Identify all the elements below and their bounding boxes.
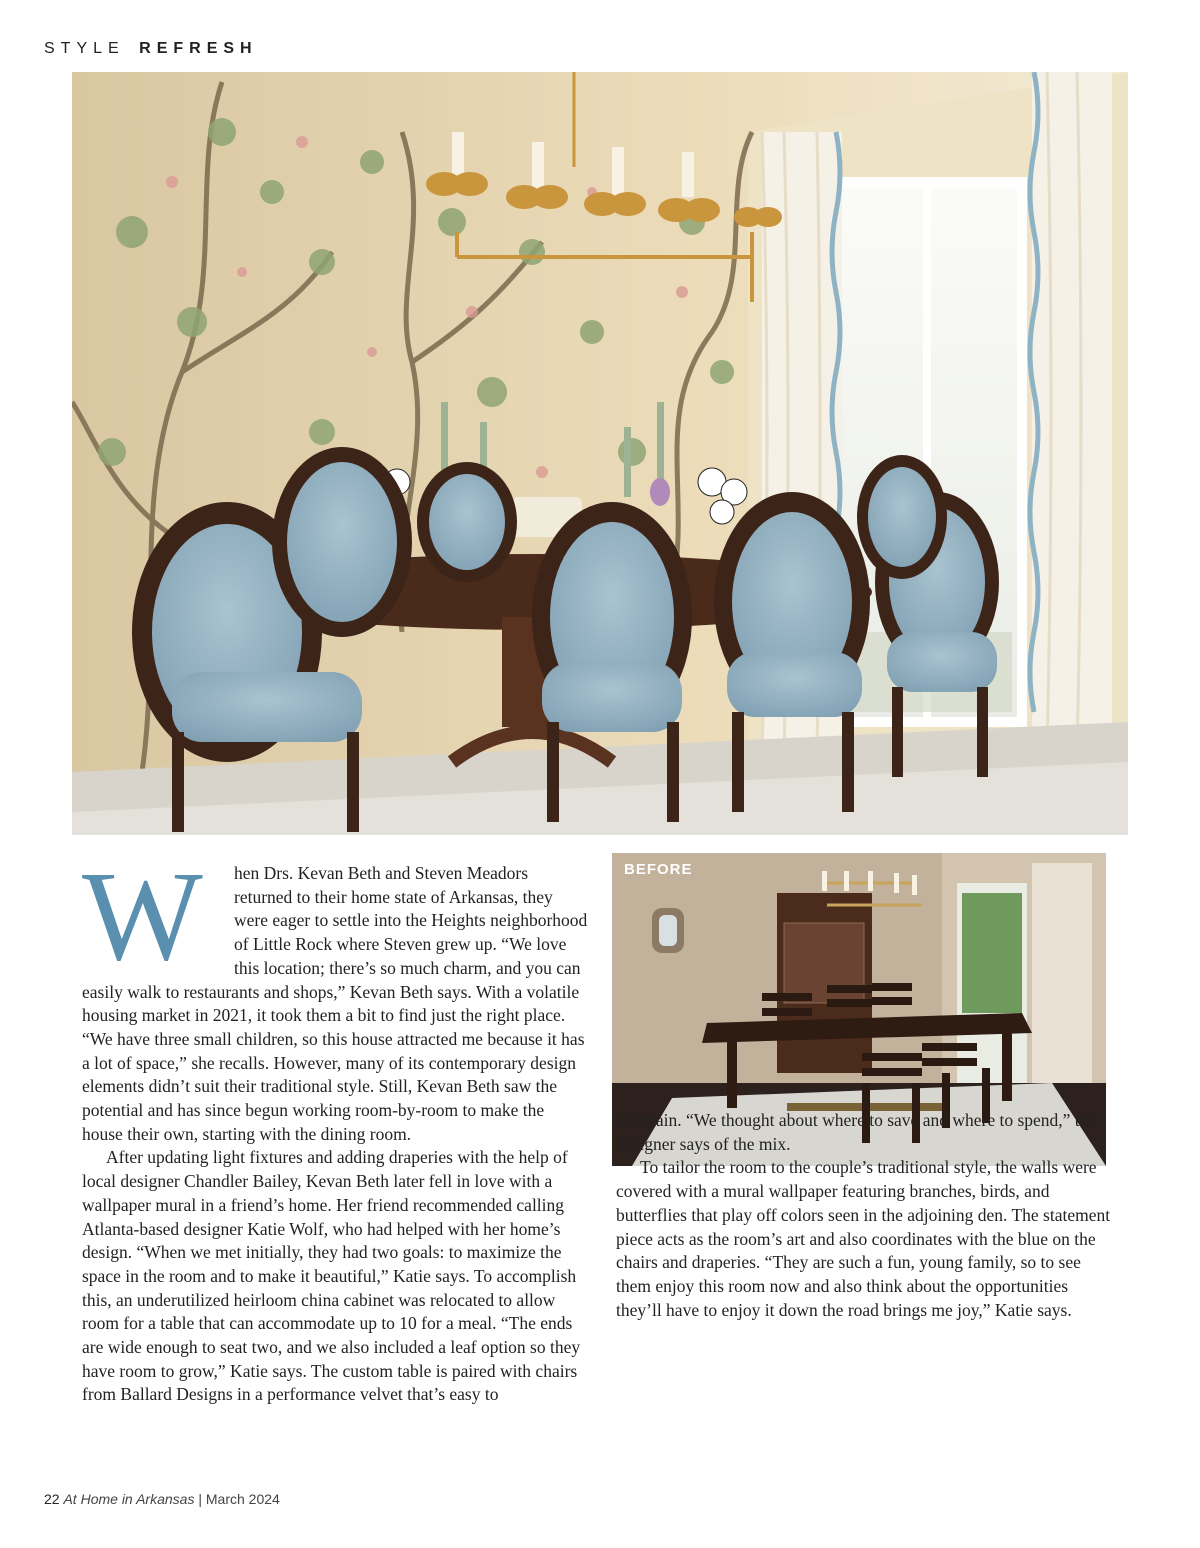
section-header [44,40,258,58]
page-number: 22 [44,1491,60,1507]
article-paragraph-3: maintain. “We thought about where to save and where to spend,” the designer says of the mix. [616,1110,1097,1154]
drop-cap: W [82,845,203,987]
before-label: BEFORE [624,861,693,878]
magazine-title: At Home in Arkansas [63,1491,195,1507]
article-column-1 [82,845,588,1407]
section-name-light: STYLE [44,40,125,57]
issue-date: March 2024 [205,1491,280,1507]
page-footer [44,1491,280,1507]
footer-separator: | [198,1491,202,1507]
article-paragraph-4: To tailor the room to the couple’s traditional style, the walls were covered with a mural wallpaper featuring branches, birds, and butterflies that play off colors seen in the adjoining den. The statement piece acts as the room’s art and also coordinates with the blue on the chairs and draperies. “They are such a fun, young family, so to see them enjoy this room now and also think about the opportunities they’ll have to enjoy it down the road brings me joy,” Katie says. [616,1157,1111,1320]
hero-photo [72,72,1128,835]
paragraph-1-text: hen Drs. Kevan Beth and Steven Meadors returned to their home state of Arkansas, they were eager to settle into the Heights neighborhood of Little Rock where Steven grew up. “We love this location; there’s so much charm, and you can easily walk to restaurants and shops,” Kevan Beth says. With a volatile housing market in 2021, it took them a bit to find just the right place. “We have three small children, so this house attracted me because it has a lot of space,” she recalls. However, many of its contemporary design elements didn’t suit their traditional style. Still, Kevan Beth saw the potential and has since begun working room-by-room to make the house their own, starting with the dining room. [82,863,588,1144]
dining-room-illustration [72,72,1128,835]
article-paragraph-1 [82,845,588,1146]
article-paragraph-2: After updating light fixtures and adding draperies with the help of local designer Chandler Bailey, Kevan Beth later fell in love with a wallpaper mural in a friend’s home. Her friend recommended calling Atlanta-based designer Katie Wolf, who had helped with her home’s design. “When we met initially, they had two goals: to maximize the space in the room and to make it beautiful,” Katie says. To accomplish this, an underutilized heirloom china cabinet was relocated to allow room for a table that can accommodate up to 10 for a meal. “The ends are wide enough to seat two, and we also included a leaf option so they have room to grow,” Katie says. The custom table is paired with chairs from Ballard Designs in a performance velvet that’s easy to [82,1147,581,1405]
section-name-bold: REFRESH [139,40,258,57]
article-column-2 [616,1109,1116,1322]
